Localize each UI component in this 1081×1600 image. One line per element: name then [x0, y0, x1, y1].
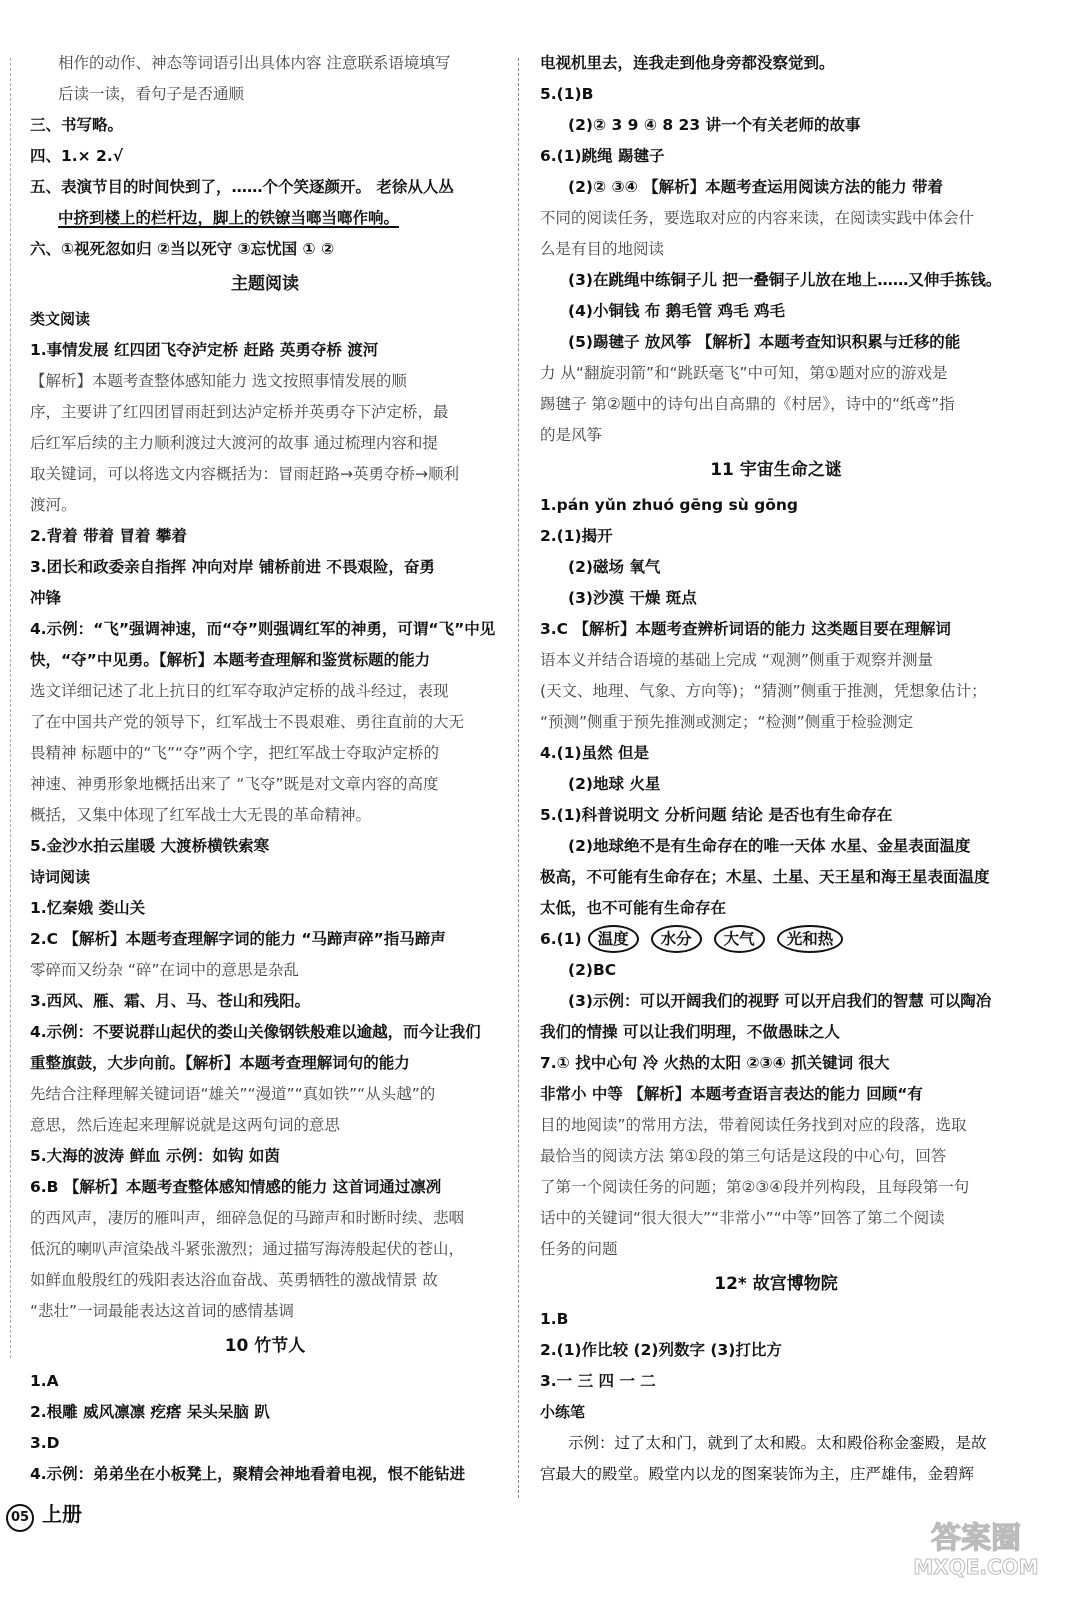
text-line: 2.(1)作比较 (2)列数字 (3)打比方: [540, 1341, 782, 1359]
text-line: 三、书写略。: [30, 116, 124, 134]
text-line: (2)BC: [568, 961, 617, 979]
volume-label: 上册: [42, 1502, 82, 1526]
text-line: 3.C 【解析】本题考查辨析词语的能力 这类题目要在理解词: [540, 620, 951, 638]
text-line: 5.(1)B: [540, 85, 594, 103]
circled-answer: 温度: [588, 925, 639, 953]
text-line: 太低，也不可能有生命存在: [540, 899, 727, 917]
text-line: (2)地球 火星: [568, 775, 661, 793]
text-line: 序，主要讲了红四团冒雨赶到达泸定桥并英勇夺下泸定桥，最: [30, 403, 449, 421]
text-line: 5.大海的波涛 鲜血 示例：如钩 如茵: [30, 1147, 280, 1165]
text-line: 了在中国共产党的领导下，红军战士不畏艰难、勇往直前的大无: [30, 713, 465, 731]
text-line: (5)踢毽子 放风筝 【解析】本题考查知识积累与迁移的能: [568, 333, 961, 351]
left-column: [30, 48, 500, 1490]
text-line: 宫最大的殿堂。殿堂内以龙的图案装饰为主，庄严雄伟，金碧辉: [540, 1465, 975, 1483]
text-line: 相作的动作、神态等词语引出具体内容 注意联系语境填写: [58, 54, 451, 72]
text-line: 5.(1)科普说明文 分析问题 结论 是否也有生命存在: [540, 806, 893, 824]
q6-circled-answers: [540, 924, 1012, 955]
text-line: 2.C 【解析】本题考查理解字词的能力 “马蹄声碎”指马蹄声: [30, 930, 446, 948]
text-line: 非常小 中等 【解析】本题考查语言表达的能力 回顾“有: [540, 1085, 923, 1103]
text-line: 6.B 【解析】本题考查整体感知情感的能力 这首词通过凛冽: [30, 1178, 442, 1196]
text-line: (3)沙漠 干燥 斑点: [568, 589, 697, 607]
circled-answer: 光和热: [777, 925, 844, 953]
text-line: 1.A: [30, 1372, 59, 1390]
text-line: 渡河。: [30, 496, 77, 514]
text-line: 2.(1)揭开: [540, 527, 613, 545]
text-line: (4)小铜钱 布 鹅毛管 鸡毛 鸡毛: [568, 302, 786, 320]
text-line: 1.pán yǔn zhuó gēng sù gōng: [540, 496, 799, 514]
text-line: 3.D: [30, 1434, 60, 1452]
watermark-logo: [891, 1512, 1061, 1582]
text-line: 低沉的喇叭声渲染战斗紧张激烈；通过描写海涛般起伏的苍山，: [30, 1240, 465, 1258]
text-line: 电视机里去，连我走到他身旁都没察觉到。: [540, 54, 835, 72]
text-line: 六、①视死忽如归 ②当以死守 ③忘忧国 ① ②: [30, 240, 335, 258]
text-line: 神速、神勇形象地概括出来了 “飞夺”既是对文章内容的高度: [30, 775, 439, 793]
text-line: “预测”侧重于预先推测或测定；“检测”侧重于检验测定: [540, 713, 914, 731]
column-divider: [518, 58, 519, 1498]
text-line: (2)② ③④ 【解析】本题考查运用阅读方法的能力 带着: [568, 178, 944, 196]
text-line: 极高，不可能有生命存在；木星、土星、天王星和海王星表面温度: [540, 868, 990, 886]
text-line: 6.(1)跳绳 踢毽子: [540, 147, 665, 165]
text-line: (2)磁场 氧气: [568, 558, 661, 576]
text-line: 五、表演节目的时间快到了，……个个笑逐颜开。 老徐从人丛: [30, 178, 454, 196]
text-line: 畏精神 标题中的“飞”“夺”两个字，把红军战士夺取泸定桥的: [30, 744, 440, 762]
left-margin-rule: [10, 58, 11, 1358]
text-line: 了第一个阅读任务的问题；第②③④段并列构段，且每段第一句: [540, 1178, 970, 1196]
text-line: 踢毽子 第②题中的诗句出自高鼎的《村居》，诗中的“纸鸢”指: [540, 395, 955, 413]
text-line: 4.示例：“飞”强调神速，而“夺”则强调红军的神勇，可谓“飞”中见: [30, 620, 496, 638]
page-footer: [6, 1498, 82, 1532]
text-line: 如鲜血般殷红的残阳表达浴血奋战、英勇牺牲的激战情景 故: [30, 1271, 438, 1289]
text-line: 目的地阅读”的常用方法，带着阅读任务找到对应的段落，选取: [540, 1116, 967, 1134]
text-line: 示例：过了太和门，就到了太和殿。太和殿俗称金銮殿，是故: [568, 1434, 987, 1452]
text-line: 最恰当的阅读方法 第①段的第三句话是这段的中心句，回答: [540, 1147, 947, 1165]
text-line: 的是风筝: [540, 426, 603, 444]
text-line: 重整旗鼓，大步向前。【解析】本题考查理解词句的能力: [30, 1054, 410, 1072]
circled-answer: 大气: [714, 925, 765, 953]
text-line: “悲壮”一词最能表达这首词的感情基调: [30, 1302, 295, 1320]
text-line: (3)示例：可以开阔我们的视野 可以开启我们的智慧 可以陶冶: [568, 992, 992, 1010]
text-line: 不同的阅读任务，要选取对应的内容来读，在阅读实践中体会什: [540, 209, 975, 227]
text-line: (3)在跳绳中练铜子儿 把一叠铜子儿放在地上……又伸手拣钱。: [568, 271, 1002, 289]
text-line: 7.① 找中心句 冷 火热的太阳 ②③④ 抓关键词 很大: [540, 1054, 890, 1072]
text-line: 语本义并结合语境的基础上完成 “观测”侧重于观察并测量: [540, 651, 933, 669]
watermark-line2: MXQE.COM: [913, 1555, 1039, 1579]
text-line: 2.根雕 威风凛凛 疙瘩 呆头呆脑 趴: [30, 1403, 270, 1421]
circled-answer: 水分: [651, 925, 702, 953]
text-line: 后读一读，看句子是否通顺: [58, 85, 245, 103]
text-line: 1.事情发展 红四团飞夺泸定桥 赶路 英勇夺桥 渡河: [30, 341, 379, 359]
text-line: (天文、地理、气象、方向等)；“猜测”侧重于推测，凭想象估计；: [540, 682, 987, 700]
text-line: 力 从“翻旋羽箭”和“跳跃毫飞”中可知，第①题对应的游戏是: [540, 364, 948, 382]
text-line: 任务的问题: [540, 1240, 618, 1258]
text-line: 【解析】本题考查整体感知能力 选文按照事情发展的顺: [30, 372, 407, 390]
text-line: 4.(1)虽然 但是: [540, 744, 650, 762]
text-line: 2.背着 带着 冒着 攀着: [30, 527, 187, 545]
text-line: 类文阅读: [30, 310, 91, 328]
text-line: 12* 故宫博物院: [714, 1274, 838, 1294]
text-line: 5.金沙水拍云崖暖 大渡桥横铁索寒: [30, 837, 270, 855]
right-column-part2: [540, 955, 1012, 1490]
text-line: 意思，然后连起来理解说就是这两句词的意思: [30, 1116, 341, 1134]
text-line: 零碎而又纷杂 “碎”在词中的意思是杂乱: [30, 961, 299, 979]
text-line: 么是有目的地阅读: [540, 240, 665, 258]
text-line: 小练笔: [540, 1403, 586, 1421]
text-line: 11 宇宙生命之谜: [710, 460, 842, 480]
text-line: 我们的情操 可以让我们明理，不做愚昧之人: [540, 1023, 840, 1041]
text-line: 1.B: [540, 1310, 569, 1328]
page-number: 05: [6, 1504, 34, 1532]
text-line: 冲锋: [30, 589, 62, 607]
text-line: 3.西风、雁、霜、月、马、苍山和残阳。: [30, 992, 311, 1010]
text-line: 取关键词，可以将选文内容概括为：冒雨赶路→英勇夺桥→顺利: [30, 465, 459, 483]
text-line: 快，“夺”中见勇。【解析】本题考查理解和鉴赏标题的能力: [30, 651, 431, 669]
text-line: 诗词阅读: [30, 868, 91, 886]
watermark-line1: 答案圈: [931, 1521, 1021, 1556]
text-line: 四、1.× 2.√: [30, 147, 124, 165]
text-line: 主题阅读: [231, 274, 299, 294]
text-line: (2)② 3 9 ④ 8 23 讲一个有关老师的故事: [568, 116, 861, 134]
q6-prefix: 6.(1): [540, 930, 582, 948]
text-line: 的西风声，凄厉的雁叫声，细碎急促的马蹄声和时断时续、悲咽: [30, 1209, 465, 1227]
text-line: 选文详细记述了北上抗日的红军夺取泸定桥的战斗经过，表现: [30, 682, 449, 700]
text-line: 先结合注释理解关键词语“雄关”“漫道”“真如铁”“从头越”的: [30, 1085, 436, 1103]
text-line: 3.一 三 四 一 二: [540, 1372, 656, 1390]
text-line: 话中的关键词“很大很大”“非常小”“中等”回答了第二个阅读: [540, 1209, 945, 1227]
text-line: 3.团长和政委亲自指挥 冲向对岸 铺桥前进 不畏艰险，奋勇: [30, 558, 435, 576]
text-line: 中挤到楼上的栏杆边，脚上的铁镣当啷当啷作响。: [58, 209, 400, 227]
right-column-part1: [540, 48, 1012, 924]
text-line: 4.示例：弟弟坐在小板凳上，聚精会神地看着电视，恨不能钻进: [30, 1465, 466, 1483]
text-line: 4.示例：不要说群山起伏的娄山关像钢铁般难以逾越，而今让我们: [30, 1023, 481, 1041]
text-line: 后红军后续的主力顺利渡过大渡河的故事 通过梳理内容和提: [30, 434, 438, 452]
text-line: 概括，又集中体现了红军战士大无畏的革命精神。: [30, 806, 372, 824]
text-line: 1.忆秦娥 娄山关: [30, 899, 146, 917]
text-line: 10 竹节人: [224, 1336, 306, 1356]
text-line: (2)地球绝不是有生命存在的唯一天体 水星、金星表面温度: [568, 837, 971, 855]
right-column: [540, 48, 1012, 1490]
